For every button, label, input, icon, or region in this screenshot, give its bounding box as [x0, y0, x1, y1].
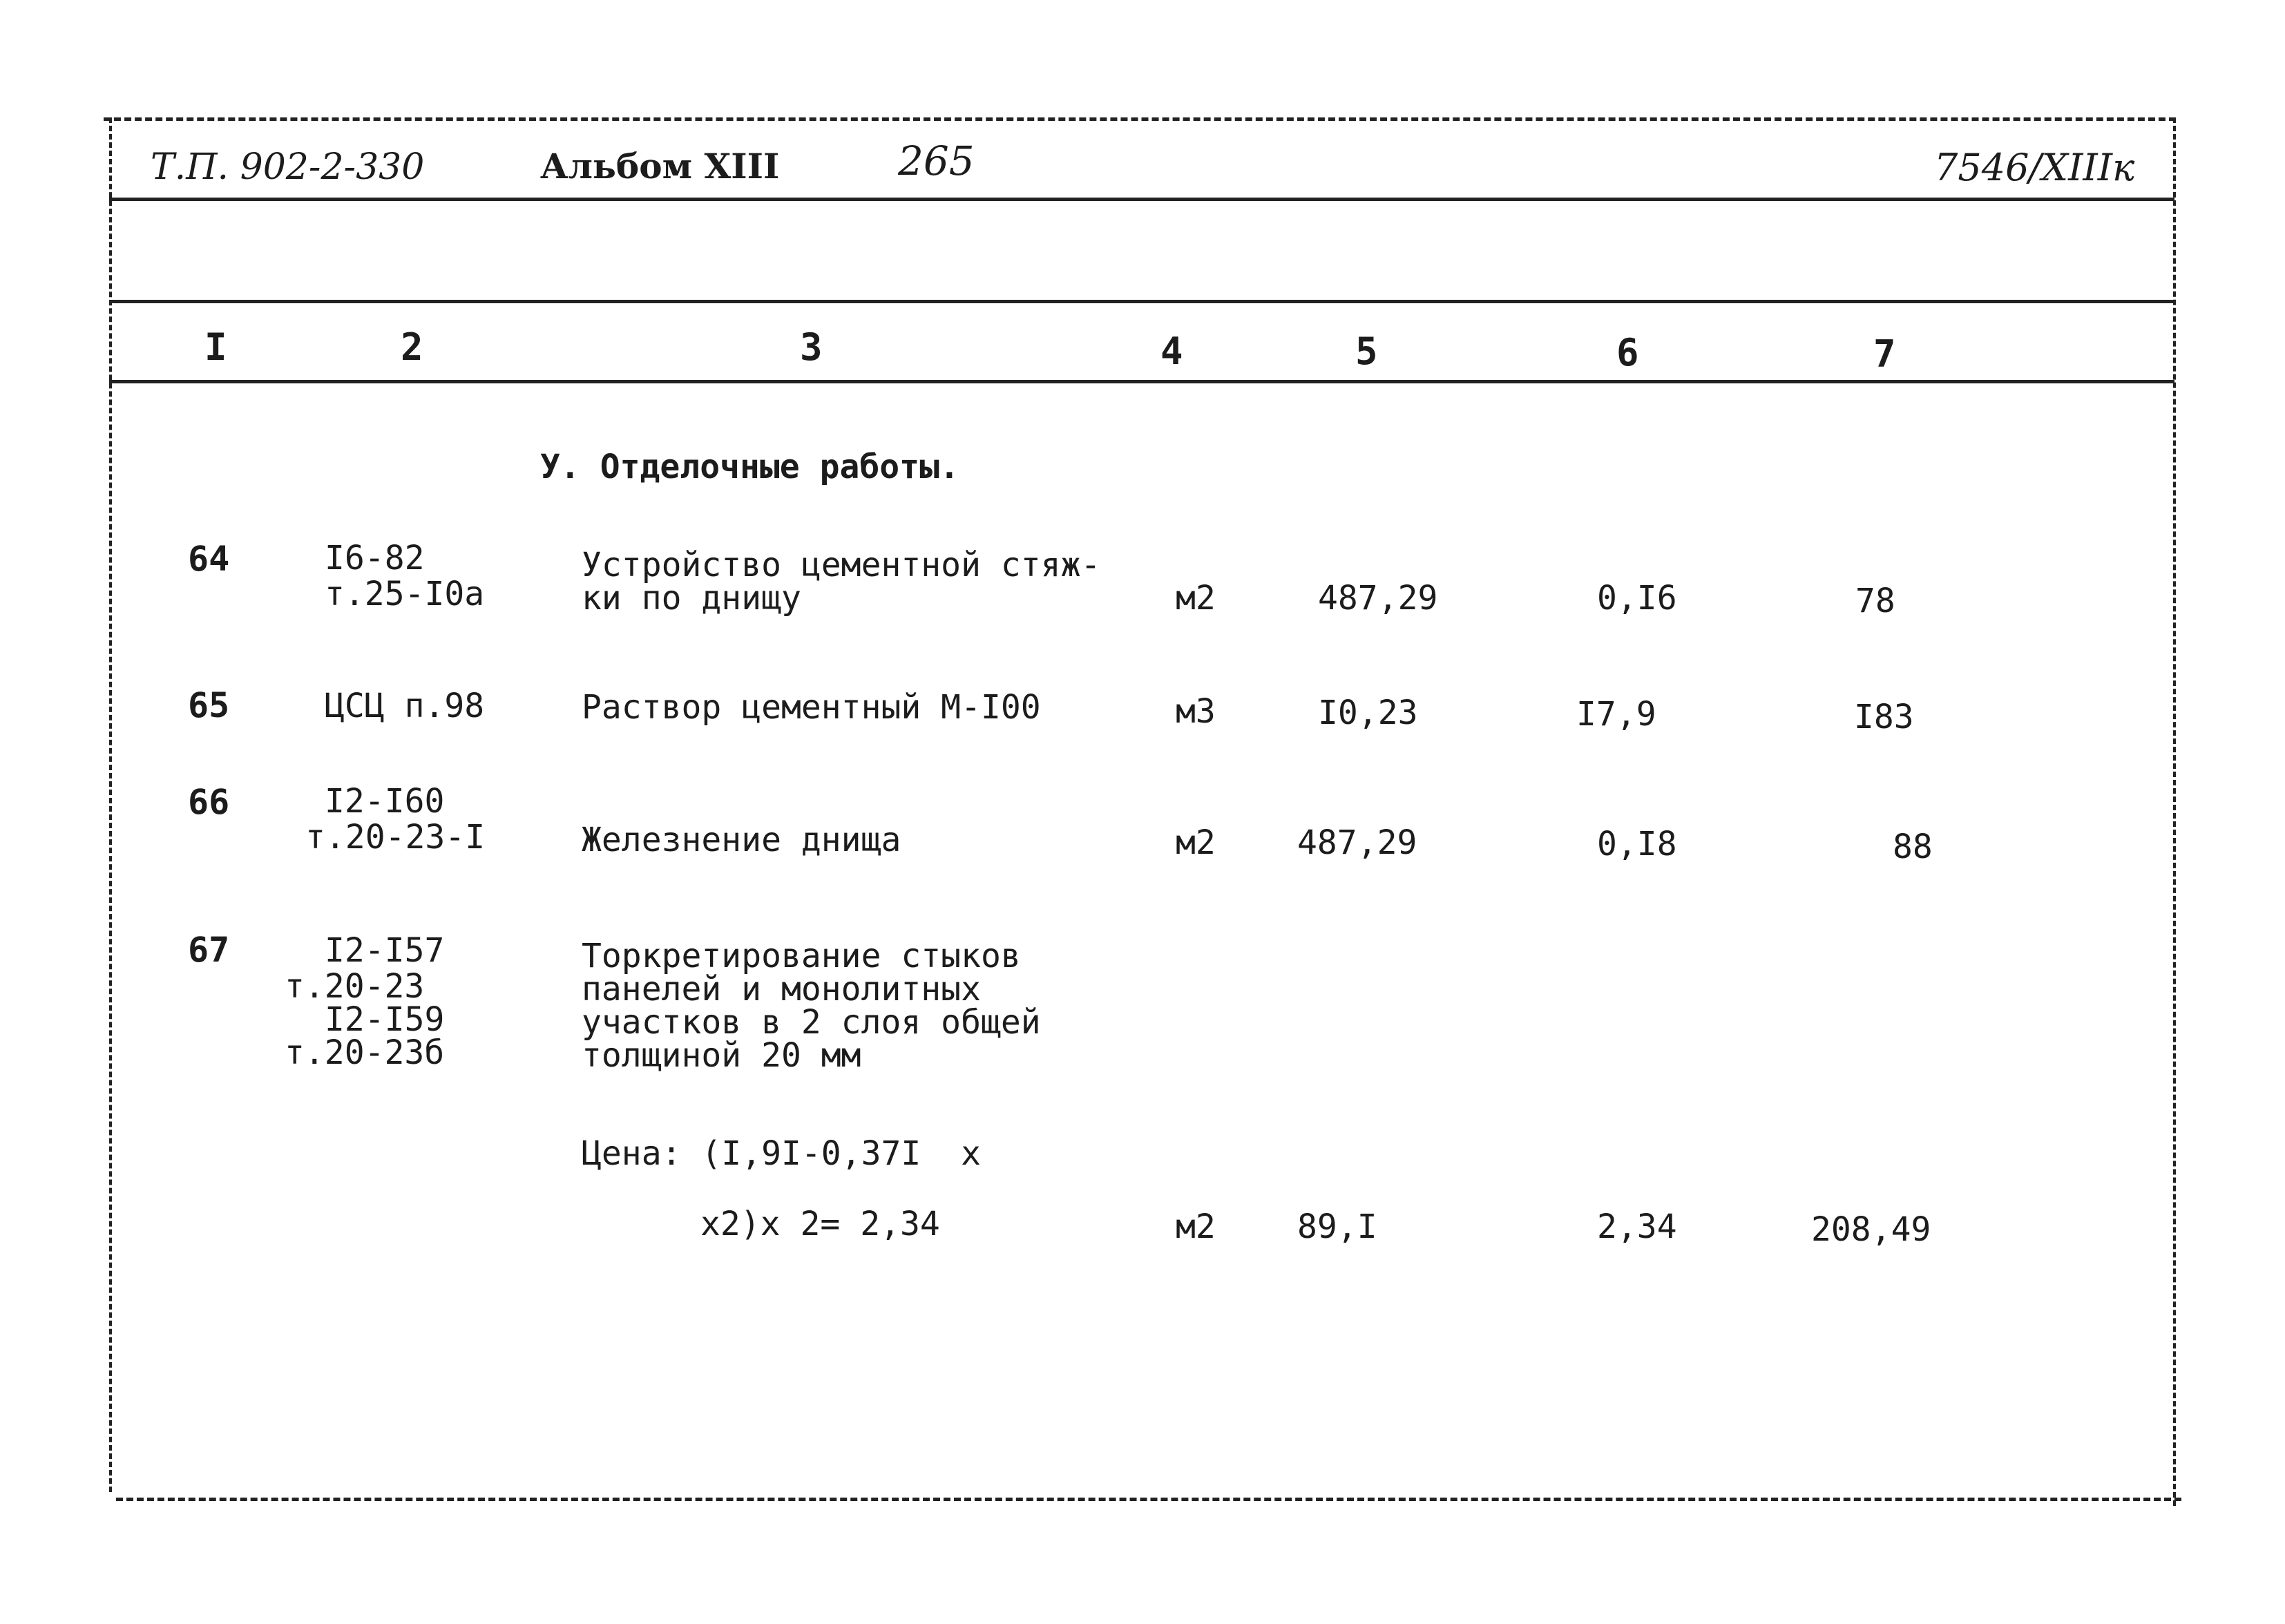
row-67-code-3: I2-I59 — [325, 1000, 445, 1039]
row-67-price-formula-cont: x2)x 2= 2,34 — [700, 1205, 940, 1243]
row-66-price: 0,I8 — [1597, 825, 1677, 863]
page-number: 265 — [898, 137, 975, 184]
row-67-price: 2,34 — [1597, 1207, 1677, 1246]
row-65-total: I83 — [1854, 698, 1914, 736]
frame-left-border — [109, 117, 112, 1492]
row-67-description-1: Торкретирование стыков — [582, 937, 1021, 975]
column-header-5: 5 — [1355, 329, 1378, 373]
row-66-quantity: 487,29 — [1297, 823, 1417, 862]
row-67-description-4: толщиной 20 мм — [582, 1036, 861, 1075]
frame-right-border — [2173, 117, 2176, 1506]
column-header-3: 3 — [800, 325, 823, 369]
row-64-quantity: 487,29 — [1318, 579, 1438, 618]
row-64-code-table: т.25-I0а — [325, 575, 485, 613]
row-64-price: 0,I6 — [1597, 579, 1677, 618]
row-66-unit: м2 — [1176, 823, 1216, 862]
row-65-quantity: I0,23 — [1318, 694, 1418, 732]
row-64-number: 64 — [188, 539, 230, 579]
column-header-7: 7 — [1873, 332, 1896, 376]
row-67-code-4: т.20-23б — [285, 1033, 445, 1072]
section-title: У. Отделочные работы. — [540, 448, 959, 486]
row-67-description-3: участков в 2 слоя общей — [582, 1003, 1041, 1042]
header-rule — [109, 198, 2174, 201]
row-67-price-formula: Цена: (I,9I-0,37I x — [582, 1134, 981, 1173]
column-header-2: 2 — [401, 325, 423, 369]
row-66-total: 88 — [1893, 828, 1933, 866]
row-67-quantity: 89,I — [1297, 1207, 1377, 1246]
row-66-code-table: т.20-23-I — [305, 818, 486, 857]
row-66-description: Железнение днища — [582, 821, 901, 859]
row-66-number: 66 — [188, 782, 230, 822]
column-header-top-rule — [109, 300, 2174, 303]
column-header-4: 4 — [1160, 329, 1183, 373]
row-67-description-2: панелей и монолитных — [582, 970, 981, 1009]
row-64-unit: м2 — [1176, 579, 1216, 618]
archive-stamp: 7546/XIIIк — [1934, 146, 2135, 189]
row-64-description: Устройство цементной стяж- — [582, 546, 1101, 584]
row-65-code: ЦСЦ п.98 — [325, 687, 485, 725]
row-64-total: 78 — [1855, 582, 1895, 620]
row-64-code: I6-82 — [325, 539, 425, 577]
row-65-number: 65 — [188, 685, 230, 725]
row-67-code-1: I2-I57 — [325, 931, 445, 970]
row-64-description-cont: ки по днищу — [582, 579, 801, 618]
column-header-6: 6 — [1616, 331, 1639, 374]
row-67-total: 208,49 — [1811, 1210, 1931, 1249]
row-65-price: I7,9 — [1576, 695, 1656, 734]
doc-code: Т.П. 902-2-330 — [151, 146, 425, 188]
column-header-bottom-rule — [109, 380, 2174, 383]
row-67-code-2: т.20-23 — [285, 967, 425, 1006]
album-label: Альбом XIII — [540, 146, 780, 187]
frame-top-border — [104, 117, 2176, 121]
row-67-number: 67 — [188, 930, 230, 970]
row-65-unit: м3 — [1176, 692, 1216, 731]
row-66-code: I2-I60 — [325, 782, 445, 821]
column-header-1: I — [204, 325, 227, 369]
row-65-description: Раствор цементный М-I00 — [582, 688, 1041, 727]
row-67-unit: м2 — [1176, 1207, 1216, 1246]
frame-bottom-border — [116, 1498, 2181, 1501]
